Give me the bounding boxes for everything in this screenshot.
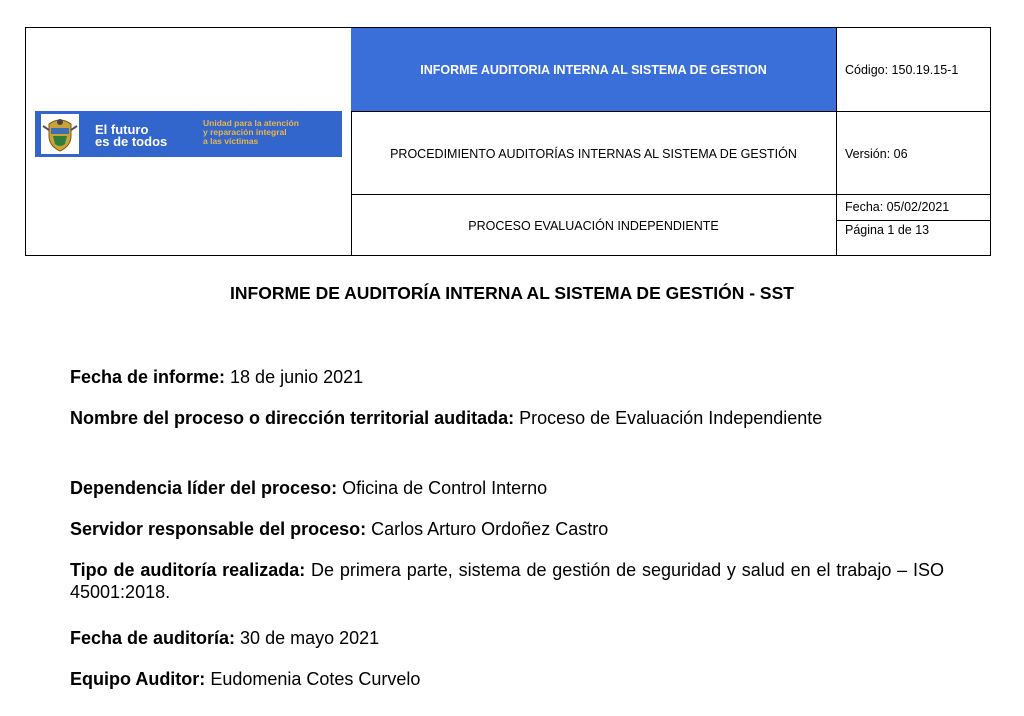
document-header-table [25,27,991,256]
field-value: Oficina de Control Interno [337,478,548,498]
field-value: Eudomenia Cotes Curvelo [205,669,421,689]
version-cell [837,111,991,195]
field-value: De primera parte, sistema de gestión de seguridad y salud en el trabajo – ISO 45001:2018. [70,560,945,602]
unit-line-3: a las víctimas [203,136,259,146]
coat-of-arms-icon [41,114,79,154]
field-label: Fecha de auditoría: [70,628,236,648]
code-cell [837,28,991,111]
field-value: Carlos Arturo Ordoñez Castro [366,519,609,539]
field-label: Servidor responsable del proceso: [70,519,367,539]
audit-team-field [70,668,944,690]
header-report-title-cell [351,28,836,111]
lead-department-field [70,477,944,499]
report-date-field [70,366,944,388]
document-date: Fecha: 05/02/2021 [845,200,950,214]
procedure-title: PROCEDIMIENTO AUDITORÍAS INTERNAS AL SISTEMA DE GESTIÓN [390,146,797,161]
document-code: Código: 150.19.15-1 [845,62,959,77]
unit-line-2: y reparación integral [203,127,287,137]
process-title: PROCESO EVALUACIÓN INDEPENDIENTE [468,218,719,233]
field-label: Fecha de informe: [70,367,226,387]
unit-name [203,119,299,146]
field-label: Dependencia líder del proceso: [70,478,338,498]
date-subcell [837,195,991,221]
field-value: Proceso de Evaluación Independiente [514,408,823,428]
logo-cell [26,28,352,255]
header-process-cell [351,194,836,256]
field-label: Nombre del proceso o dirección territorial auditada: [70,408,515,428]
audit-type-field [70,559,944,603]
page-subcell [837,221,991,256]
audit-date-field [70,627,944,649]
brand-line-1: El futuro [95,122,149,137]
brand-text [95,124,167,148]
header-procedure-cell [351,111,836,195]
entity-logo [35,111,342,157]
field-label: Tipo de auditoría realizada: [70,560,306,580]
header-center-column [351,28,836,255]
brand-line-2: es de todos [95,134,168,149]
date-page-cell [837,194,991,256]
header-meta-column [836,28,991,255]
process-name-field [70,407,944,429]
unit-line-1: Unidad para la atención [203,118,299,128]
field-label: Equipo Auditor: [70,669,206,689]
report-type-title: INFORME AUDITORIA INTERNA AL SISTEMA DE GESTION [420,62,767,77]
page-number: Página 1 de 13 [845,223,930,237]
field-value: 30 de mayo 2021 [235,628,380,648]
document-version: Versión: 06 [845,146,908,161]
field-value: 18 de junio 2021 [225,367,364,387]
responsible-server-field [70,518,944,540]
document-title: INFORME DE AUDITORÍA INTERNA AL SISTEMA DE GESTIÓN - SST [230,283,794,303]
